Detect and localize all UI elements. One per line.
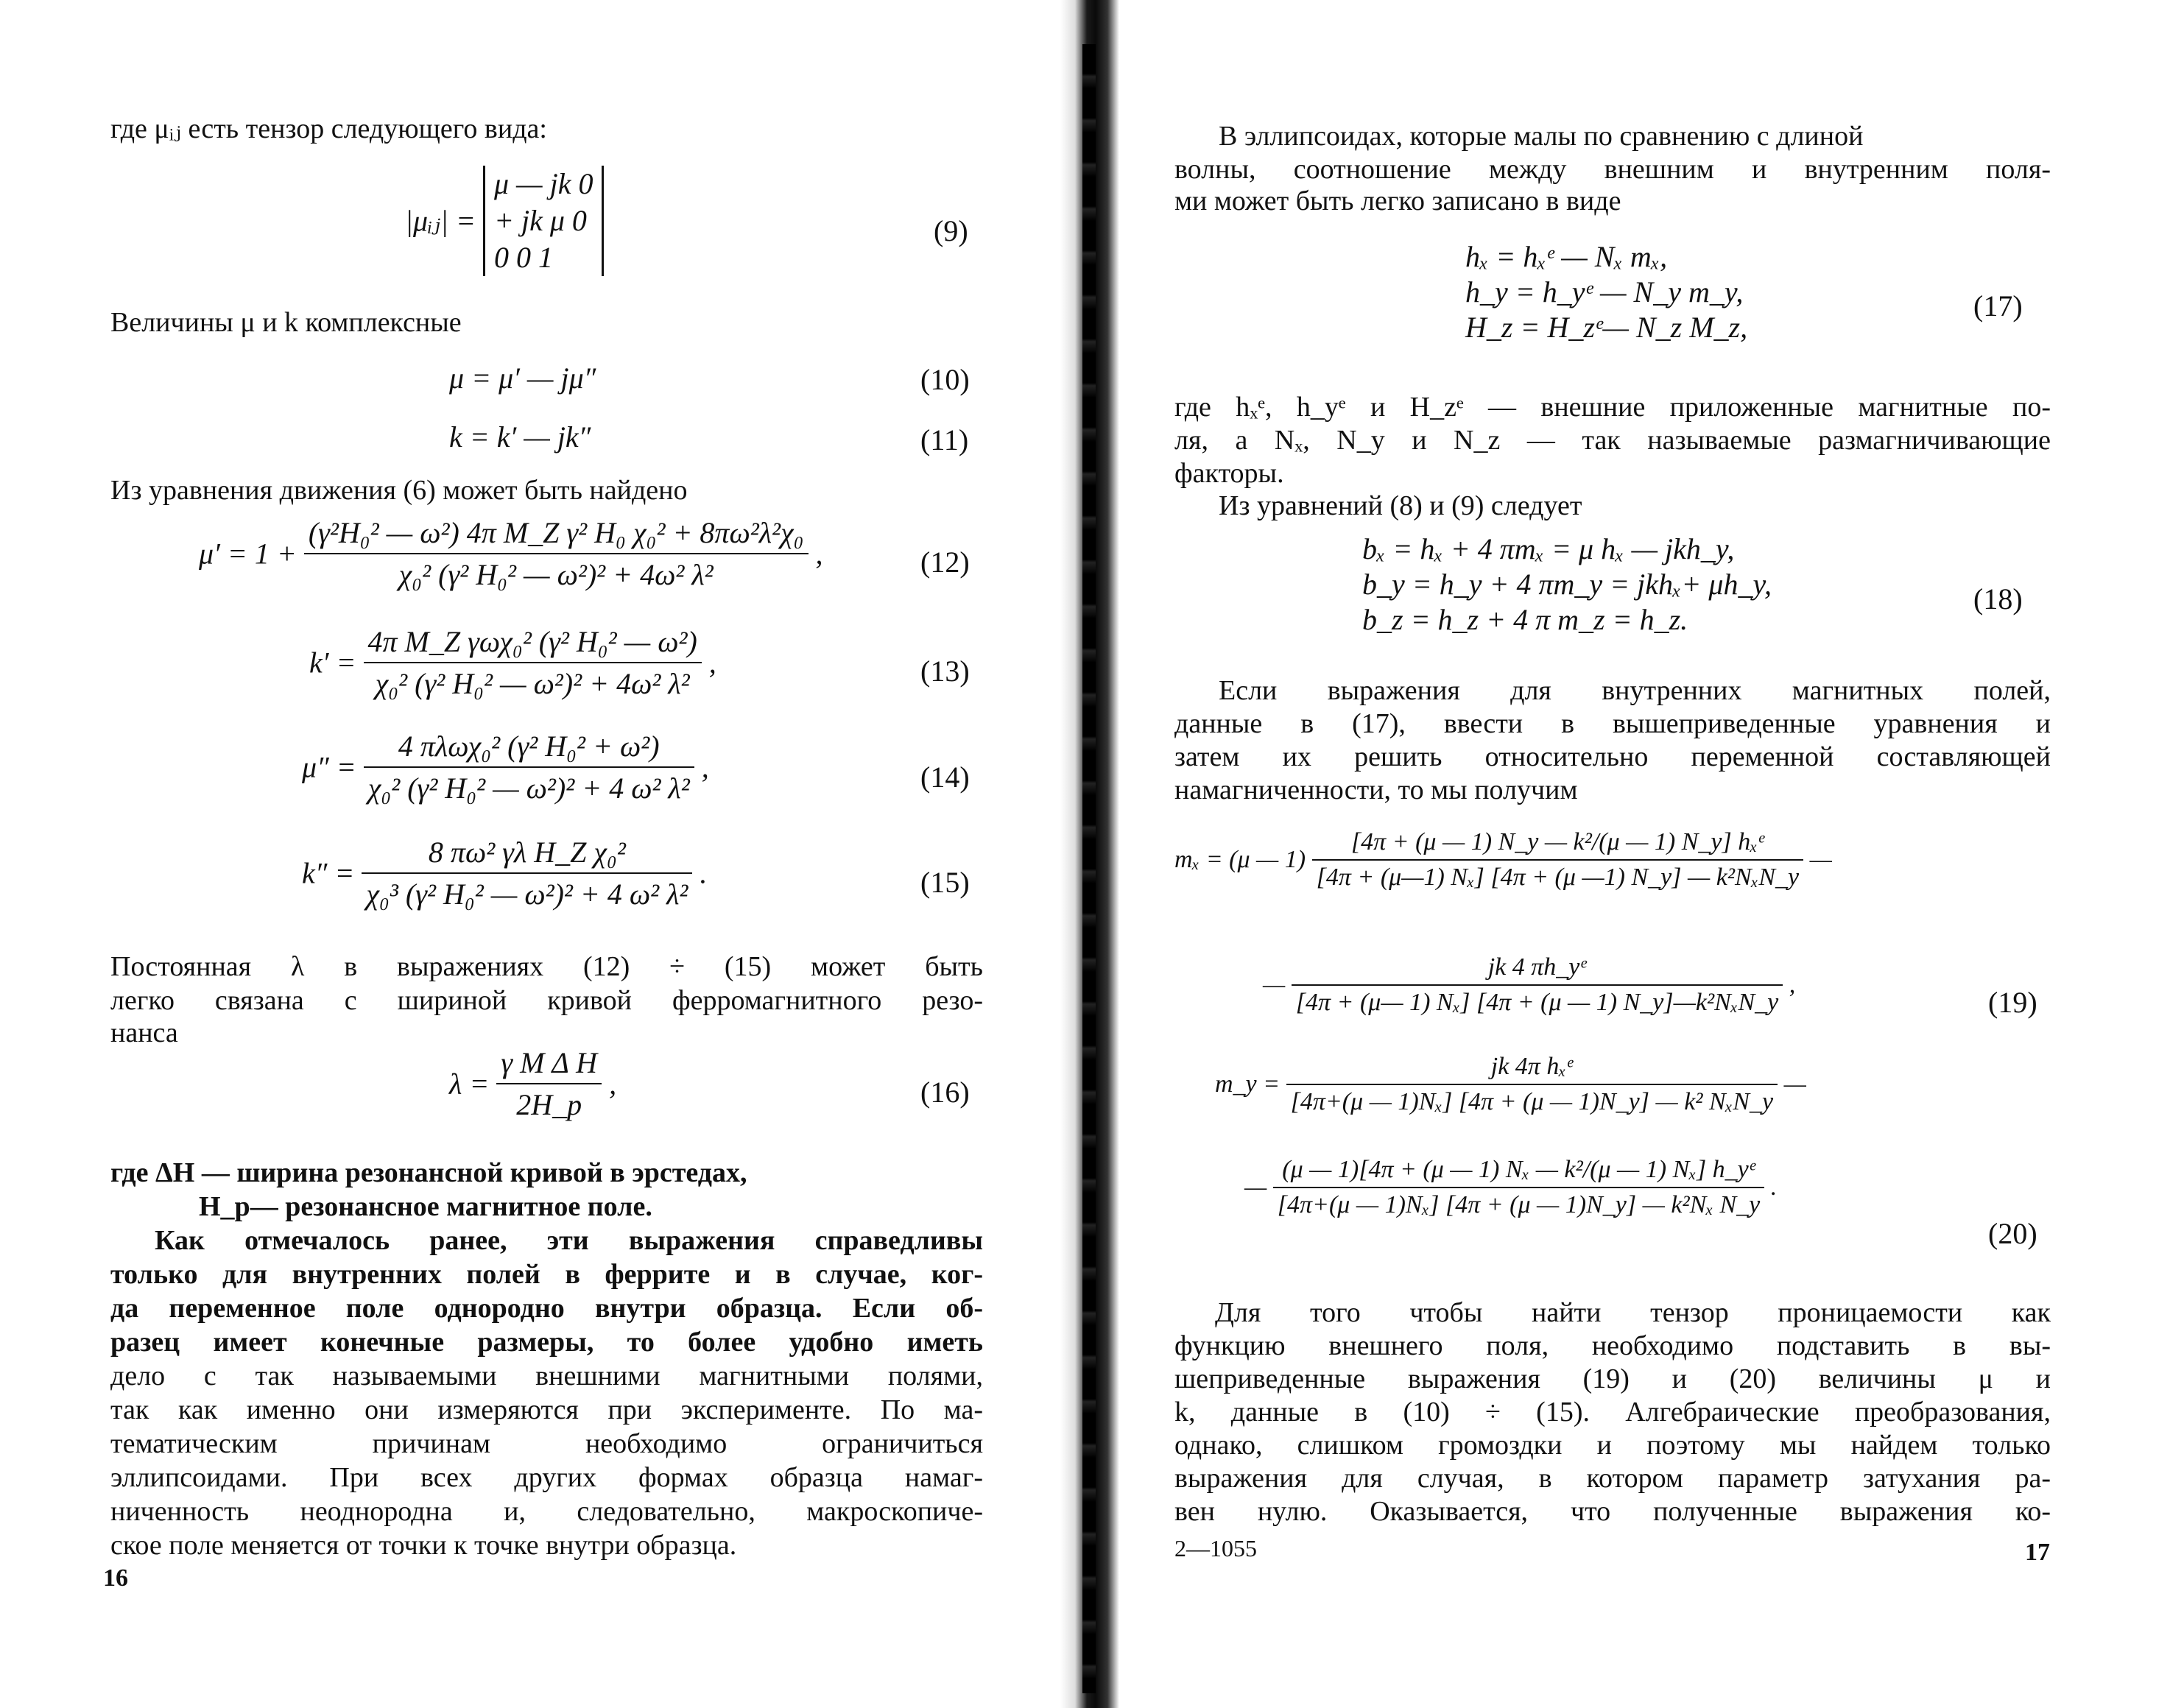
eq18-line: b_y = h_y + 4 πm_y = jkhₓ+ μh_y, — [1362, 568, 1772, 601]
paragraph-line: ское поле меняется от точки к точке внутри образца. — [110, 1530, 737, 1561]
paragraph-line: только для внутренних полей в феррите и в случае, ког- — [110, 1259, 983, 1290]
motion-intro: Из уравнения движения (6) может быть найдено — [110, 475, 688, 506]
paragraph-line: данные в (17), ввести в вышеприведенные уравнения и — [1174, 708, 2051, 739]
paragraph-line: тематическим причинам необходимо ограничиться — [110, 1428, 983, 1459]
paragraph-line: вен нулю. Оказывается, что полученные выражения ко- — [1174, 1496, 2051, 1527]
eq12-lhs: μ′ = 1 + — [199, 537, 297, 571]
equation-11-number: (11) — [920, 423, 969, 456]
eq19-denominator-1: [4π + (μ—1) Nₓ] [4π + (μ —1) N_y] — k²NₓN_y — [1316, 864, 1800, 891]
equation-15-number: (15) — [920, 866, 970, 899]
equation-13-number: (13) — [920, 654, 970, 688]
eq13-denominator: χ₀² (γ² H₀² — ω²)² + 4ω² λ² — [375, 667, 690, 700]
eq16-denominator: 2H_p — [516, 1088, 582, 1121]
paragraph-line — [155, 1224, 983, 1257]
eq20-period: . — [1770, 1174, 1778, 1201]
eq13-fraction — [364, 624, 702, 701]
eq13-comma: , — [708, 646, 716, 680]
eq17-line: h_y = h_yᵉ — N_y m_y, — [1465, 275, 1744, 308]
eq15-lhs: k″ = — [302, 856, 355, 890]
where-delta-h: где ΔH — ширина резонансной кривой в эрстедах, — [110, 1157, 747, 1188]
eq20-fraction-2 — [1273, 1156, 1765, 1219]
eq14-numerator: 4 πλωχ₀² (γ² H₀² + ω²) — [364, 729, 694, 768]
equation-16-number: (16) — [920, 1076, 970, 1109]
page-number-right: 17 — [2025, 1539, 2050, 1566]
tensor-intro: где μᵢⱼ есть тензор следующего вида: — [110, 113, 547, 144]
eq20-denominator-2: [4π+(μ — 1)Nₓ] [4π + (μ — 1)N_y] — k²Nₓ N_y — [1277, 1191, 1761, 1218]
eq12-fraction — [304, 515, 809, 592]
equation-18-number: (18) — [1973, 582, 2023, 615]
eq20-fraction-1 — [1286, 1053, 1778, 1116]
right-page — [1119, 0, 2170, 1708]
eq19-fraction-1 — [1312, 828, 1804, 892]
page-number-left: 16 — [103, 1564, 128, 1592]
paragraph-line: факторы. — [1174, 458, 1284, 489]
eq20-minus: — — [1783, 1070, 1806, 1098]
eq17-line: H_z = H_zᵉ— N_z M_z, — [1465, 311, 1748, 344]
eq19-minus: — — [1809, 846, 1832, 873]
eq15-denominator: χ₀³ (γ² H₀² — ω²)² + 4 ω² λ² — [366, 878, 688, 911]
tensor-row: + jk μ 0 — [493, 204, 587, 237]
equation-17 — [1465, 239, 1747, 345]
paragraph-line: ми может быть легко записано в виде — [1174, 186, 1621, 216]
paragraph-line: разец имеет конечные размеры, то более удобно иметь — [110, 1327, 983, 1358]
equation-18 — [1362, 532, 1772, 638]
paragraph-line: где hₓᵉ, h_yᵉ и H_zᵉ — внешние приложенные магнитные по- — [1174, 392, 2051, 423]
equation-10: μ = μ′ — jμ″ — [449, 361, 596, 395]
eq15-fraction — [362, 835, 692, 911]
paragraph-line: эллипсоидами. При всех других формах образца намаг- — [110, 1462, 983, 1493]
eq20-denominator-1: [4π+(μ — 1)Nₓ] [4π + (μ — 1)N_y] — k² NₓN_y — [1290, 1088, 1774, 1115]
tensor-row: 0 0 1 — [493, 241, 553, 274]
paragraph-line: Если выражения для внутренних магнитных полей, — [1219, 675, 2051, 706]
eq19-comma: , — [1789, 971, 1796, 998]
eq17-line: hₓ = hₓᵉ — Nₓ mₓ, — [1465, 240, 1668, 273]
paragraph-line: дело с так называемыми внешними магнитными полями, — [110, 1361, 983, 1391]
paragraph-line: В эллипсоидах, которые малы по сравнению с длиной — [1219, 121, 1864, 152]
signature-mark: 2—1055 — [1174, 1535, 1257, 1561]
eq19-minus: — — [1263, 971, 1286, 998]
eq19-fraction-2 — [1292, 953, 1783, 1017]
equation-20-part2 — [1244, 1156, 1777, 1219]
equation-19-part2 — [1263, 953, 1795, 1017]
equation-17-number: (17) — [1973, 289, 2023, 322]
equation-20-part1 — [1215, 1053, 1806, 1116]
tensor-matrix — [483, 166, 605, 276]
eq18-line: bₓ = hₓ + 4 πmₓ = μ hₓ — jkh_y, — [1362, 532, 1735, 565]
equation-12 — [199, 515, 823, 592]
paragraph-line: функцию внешнего поля, необходимо подставить в вы- — [1174, 1330, 2051, 1361]
where-hp: H_p— резонансное магнитное поле. — [199, 1191, 652, 1222]
equation-20-number: (20) — [1988, 1217, 2037, 1250]
eq14-denominator: χ₀² (γ² H₀² — ω²)² + 4 ω² λ² — [367, 772, 690, 805]
eq13-lhs: k′ = — [309, 646, 356, 680]
equation-19-number: (19) — [1988, 986, 2037, 1019]
eq19-denominator-2: [4π + (μ— 1) Nₓ] [4π + (μ — 1) N_y]—k²NₓN_y — [1295, 989, 1779, 1016]
complex-intro: Величины μ и k комплексные — [110, 307, 462, 338]
paragraph-line: ля, а Nₓ, N_y и N_z — так называемые размагничивающие — [1174, 425, 2051, 456]
equation-11: k = k′ — jk″ — [449, 420, 591, 454]
equation-9-number: (9) — [934, 214, 968, 247]
eq16-numerator: γ M Δ H — [496, 1045, 602, 1084]
paragraph-line: так как именно они измеряются при эксперименте. По ма- — [110, 1394, 983, 1425]
equation-16 — [449, 1045, 616, 1122]
gutter-shadow — [1082, 44, 1096, 1693]
paragraph-line: Для того чтобы найти тензор проницаемости как — [1215, 1297, 2051, 1328]
paragraph-line: Постоянная λ в выражениях (12) ÷ (15) может быть — [110, 951, 983, 982]
eq19-numerator-2: jk 4 πh_yᵉ — [1292, 953, 1783, 986]
equation-10-number: (10) — [920, 363, 970, 396]
tensor-row: μ — jk 0 — [493, 167, 593, 200]
paragraph-line: легко связана с шириной кривой ферромагнитного резо- — [110, 985, 983, 1016]
equation-14-number: (14) — [920, 761, 970, 794]
paragraph-line: k, данные в (10) ÷ (15). Алгебраические преобразования, — [1174, 1397, 2051, 1428]
left-page — [0, 0, 1060, 1708]
paragraph-line: выражения для случая, в котором параметр затухания ра- — [1174, 1463, 2051, 1494]
eq14-fraction — [364, 729, 694, 805]
eq16-comma: , — [609, 1067, 617, 1101]
eq20-numerator-1: jk 4π hₓᵉ — [1286, 1053, 1778, 1085]
paragraph-line: шеприведенные выражения (19) и (20) величины μ и — [1174, 1363, 2051, 1394]
paragraph-line: ниченность неоднородна и, следовательно, макроскопиче- — [110, 1496, 983, 1527]
paragraph-line: однако, слишком громоздки и поэтому мы найдем только — [1174, 1430, 2051, 1461]
tensor-lhs: |μᵢⱼ| = — [405, 204, 476, 238]
paragraph-line: да переменное поле однородно внутри образца. Если об- — [110, 1293, 983, 1324]
eq20-numerator-2: (μ — 1)[4π + (μ — 1) Nₓ — k²/(μ — 1) Nₓ] h_yᵉ — [1273, 1156, 1765, 1188]
eq12-denominator: χ₀² (γ² H₀² — ω²)² + 4ω² λ² — [398, 558, 714, 591]
equation-9 — [405, 166, 604, 276]
eq19-numerator-1: [4π + (μ — 1) N_y — k²/(μ — 1) N_y] hₓᵉ — [1312, 828, 1804, 861]
eq20-minus: — — [1244, 1174, 1267, 1201]
paragraph-line: намагниченности, то мы получим — [1174, 774, 1578, 805]
eq19-lhs: mₓ = (μ — 1) — [1174, 846, 1306, 873]
equation-19-part1 — [1174, 828, 1832, 892]
equation-13 — [309, 624, 716, 701]
paragraph-line: нанса — [110, 1017, 178, 1048]
eq16-lhs: λ = — [449, 1067, 490, 1101]
equation-12-number: (12) — [920, 546, 970, 579]
eq15-numerator: 8 πω² γλ H_Z χ₀² — [362, 835, 692, 874]
eq20-lhs: m_y = — [1215, 1070, 1280, 1098]
paragraph-line: волны, соотношение между внешним и внутренним поля- — [1174, 154, 2051, 185]
paragraph-line: Из уравнений (8) и (9) следует — [1219, 490, 1582, 521]
eq12-comma: , — [815, 537, 823, 571]
eq13-numerator: 4π M_Z γωχ₀² (γ² H₀² — ω²) — [364, 624, 702, 663]
paragraph-line: затем их решить относительно переменной составляющей — [1174, 741, 2051, 772]
eq18-line: b_z = h_z + 4 π m_z = h_z. — [1362, 603, 1688, 636]
eq15-period: . — [700, 856, 708, 890]
equation-14 — [302, 729, 709, 805]
eq14-lhs: μ″ = — [302, 750, 356, 784]
paragraph-line-text: Как отмечалось ранее, эти выражения справедливы — [155, 1225, 983, 1256]
eq12-numerator: (γ²H₀² — ω²) 4π M_Z γ² H₀ χ₀² + 8πω²λ²χ₀ — [304, 515, 809, 554]
eq14-comma: , — [701, 750, 709, 784]
eq16-fraction — [496, 1045, 602, 1122]
equation-15 — [302, 835, 707, 911]
